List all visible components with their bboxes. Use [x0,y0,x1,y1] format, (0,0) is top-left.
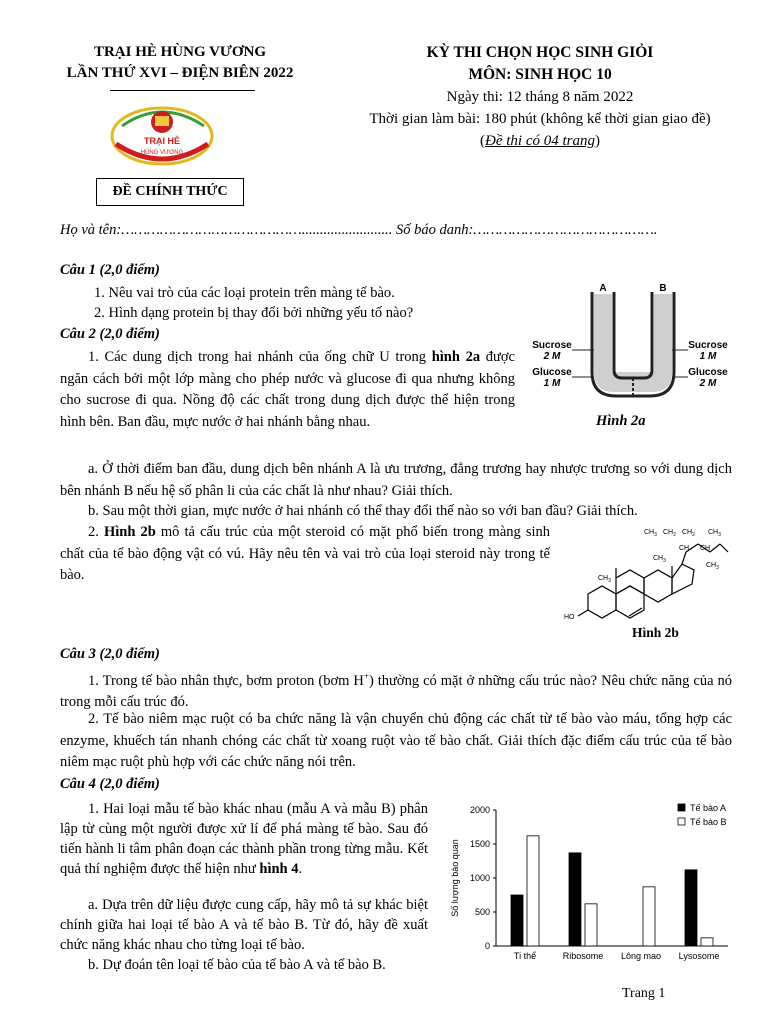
sucrose-right: Sucrose [688,340,728,351]
name-label: Họ và tên: [60,222,122,238]
x-category-label: Lông mao [620,951,662,961]
logo-subtitle: HÙNG VƯƠNG [140,150,184,156]
q3-item-2: 2. Tế bào niêm mạc ruột có ba chức năng là vận chuyển chủ động các chất từ tế bào vào máu, tổng hợp các enzyme, khuếch tán nhanh chóng các chất từ xoang ruột vào tế bào chất. Giải thích đặc điểm cấu trúc của tế bào niêm mạc ruột phù hợp với các chức năng nói trên. [60,711,732,770]
q2-item-2-text: mô tả cấu trúc của một steroid có mặt phổ biến trong màng sinh chất của tế bào động vật có vú. Hãy nêu tên và vai trò của loại steroid này trong tế bào. [60,524,551,583]
q4-item-1-end: . [298,861,303,877]
q3-item-1-sup: + [363,671,369,681]
q4-item-1a: a. Dựa trên dữ liệu được cung cấp, hãy mô tả sự khác biệt chính giữa hai loại tế bào A và tế bào B. Từ đó, hãy đề xuất chức năng khác nhau cho từng loại tế bào. [60,897,428,953]
exam-title: KỲ THI CHỌN HỌC SINH GIỎI [426,44,654,61]
q2-item-1 [60,347,515,433]
id-dots: ……………………………………. [473,222,658,238]
id-label: Số báo danh: [395,222,474,238]
official-badge: ĐỀ CHÍNH THỨC [96,178,244,206]
glucose-left-conc: 1 M [543,378,561,389]
bar [585,904,597,946]
logo [108,104,216,168]
branch-a-label: A [599,283,607,294]
header-underline [110,90,255,91]
figure-4-chart [440,798,740,970]
q2-item-2-num: 2. [88,524,99,540]
page-count-text: Đề thi có 04 trang [485,133,595,149]
event-name: LẦN THỨ XVI – ĐIỆN BIÊN 2022 [66,65,294,81]
exam-date: Ngày thi: 12 tháng 8 năm 2022 [446,89,634,105]
q2-title: Câu 2 (2,0 điểm) [60,326,160,342]
sucrose-left: Sucrose [532,340,572,351]
q3-item-1-text-b: ) thường có mặt ở những cấu trúc nào? Nêu chức năng của nó trong mỗi cấu trúc đó. [60,672,733,711]
page-count-open: ( [480,133,485,149]
legend-label: Tế bào B [690,817,727,827]
chain-ch-2: CH [700,545,711,552]
hydroxyl-label: HO [564,614,575,621]
chain-ch3-2: $CH_3$ [708,529,721,538]
q1-item-1: 1. Nêu vai trò của các loại protein trên màng tế bào. [94,285,395,301]
bar [569,853,581,946]
q4-item-1-ref: hình 4 [259,861,299,877]
chain-ch3-1: $CH_3$ [644,529,657,538]
q2-item-1-ref: hình 2a [431,349,481,365]
q2-item-1-text-a: 1. Các dung dịch trong hai nhánh của ống chữ U trong [88,349,427,365]
legend-label: Tế bào A [690,803,727,813]
school-name: TRẠI HÈ HÙNG VƯƠNG [93,44,267,60]
q3-item-1-text-a: 1. Trong tế bào nhân thực, bơm proton (bơm H [88,672,364,689]
sucrose-right-conc: 1 M [699,351,717,362]
q1-item-2: 2. Hình dạng protein bị thay đổi bởi những yếu tố nào? [94,305,414,321]
glucose-right-conc: 2 M [699,378,717,389]
subject: MÔN: SINH HỌC 10 [468,66,612,83]
page-count-close: ) [595,133,600,149]
chain-ch3-3: $CH_3$ [706,562,719,571]
student-info-line [60,222,740,239]
bar [643,887,655,946]
q2-item-1a: a. Ở thời điểm ban đầu, dung dịch bên nhánh A là ưu trương, đẳng trương hay nhược trương so với dung dịch bên nhánh B nếu hệ số phân li của các chất là như nhau? Giải thích. [60,461,732,499]
figure-2a-caption: Hình 2a [596,413,646,429]
figure-2b-steroid [560,522,740,624]
x-category-label: Ti thể [513,951,537,961]
y-tick-label: 1500 [469,839,490,849]
figure-2b-caption: Hình 2b [632,625,679,640]
q4-title: Câu 4 (2,0 điểm) [60,776,160,792]
logo-title: TRẠI HÈ [144,136,180,146]
y-tick-label: 2000 [469,805,490,815]
q2-item-2-ref: Hình 2b [103,524,156,540]
q4-item-1b: b. Dự đoán tên loại tế bào của tế bào A và tế bào B. [88,957,386,973]
bar [511,895,523,946]
legend-swatch [678,804,685,811]
q4-item-1-text: 1. Hai loại mẫu tế bào khác nhau (mẫu A và mẫu B) phân lập từ cùng một người được xử lí để phá màng tế bào. Sau đó tiến hành li tâm phân đoạn các thành phần trong từng mẫu. Kết quả thí nghiệm được thể hiện như [60,801,428,877]
q1-title: Câu 1 (2,0 điểm) [60,262,160,278]
methyl-lower: $CH_3$ [598,575,611,584]
q2-item-1-text-b: được ngăn cách bởi một lớp màng cho phép nước và glucose đi qua nhưng không cho sucrose đi qua. Nồng độ các chất trong dung dịch được thể hiện trong hình bên. Ban đầu, mực nước ở hai nhánh bằng nhau. [60,349,515,430]
page-number: Trang 1 [622,986,666,1001]
q4-item-1 [60,799,428,879]
x-category-label: Ribosome [562,951,604,961]
bar [685,870,697,946]
y-tick-label: 0 [484,941,490,951]
x-category-label: Lysosome [678,951,720,961]
legend-swatch [678,818,685,825]
name-dots: ……………………………………......................... [121,222,393,238]
glucose-right: Glucose [688,367,728,378]
glucose-left: Glucose [532,367,572,378]
y-axis-label: Số lượng bào quan [450,839,460,917]
y-tick-label: 500 [474,907,490,917]
bar [527,836,539,946]
chain-ch2-1: $CH_2$ [663,529,676,538]
y-tick-label: 1000 [469,873,490,883]
chain-ch2-2: $CH_2$ [682,529,695,538]
branch-b-label: B [659,283,667,294]
figure-2a-utube [532,282,732,412]
q2-item-1b: b. Sau một thời gian, mực nước ở hai nhánh có thể thay đổi thế nào so với ban đầu? Giải thích. [88,503,638,519]
chain-ch-1: CH [679,545,690,552]
page-count [360,133,720,150]
bar [701,938,713,946]
methyl-upper: $CH_3$ [653,555,666,564]
q2-item-2 [60,522,550,587]
q3-item-1 [60,666,732,714]
sucrose-left-conc: 2 M [543,351,561,362]
q3-title: Câu 3 (2,0 điểm) [60,646,160,662]
exam-duration: Thời gian làm bài: 180 phút (không kể thời gian giao đề) [369,111,711,127]
